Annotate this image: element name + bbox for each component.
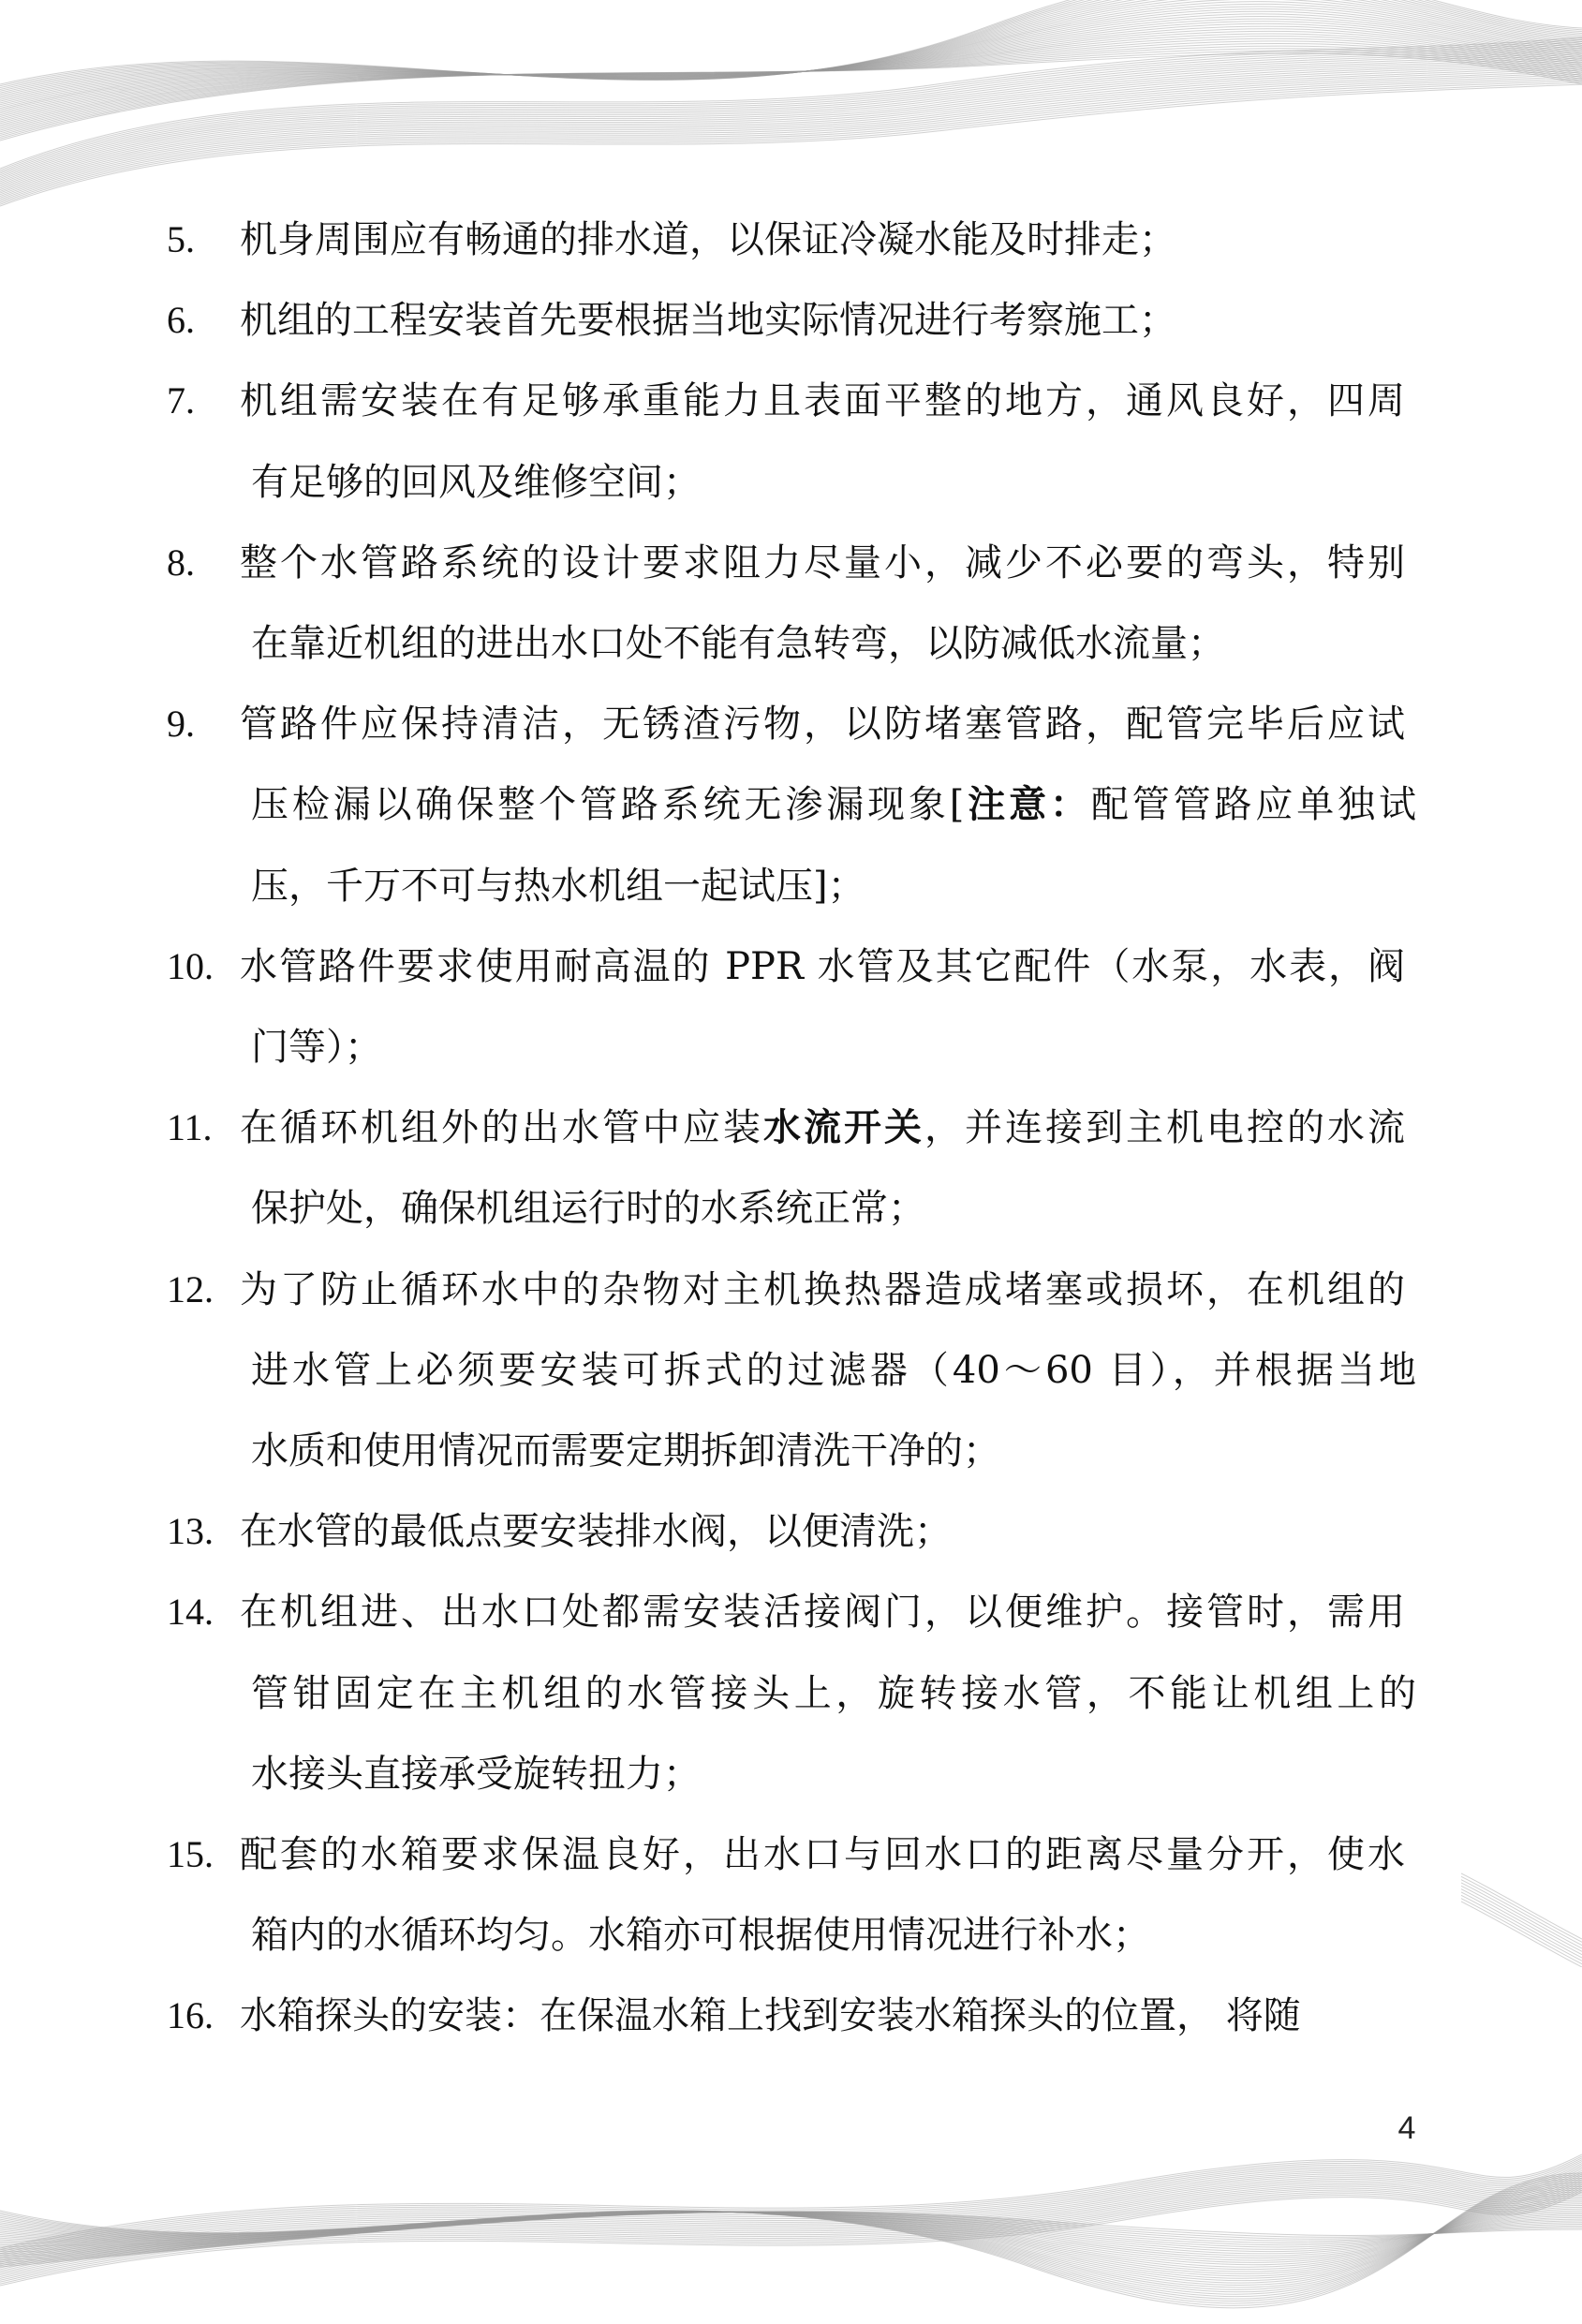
- text-segment: 机组的工程安装首先要根据当地实际情况进行考察施工；: [240, 299, 1176, 343]
- list-item: [0, 939, 1582, 995]
- wave-line: [0, 2212, 1582, 2253]
- text-segment: 在机组进、出水口处都需安装活接阀门，以便维护。接管时，需用: [240, 1591, 1405, 1635]
- list-item-text: [240, 535, 1405, 591]
- wave-line: [0, 2211, 1582, 2258]
- wave-line: [0, 2174, 1582, 2268]
- list-item: [0, 292, 1582, 348]
- list-item-text: [251, 1019, 1416, 1075]
- list-item-continuation: [0, 1019, 1582, 1075]
- wave-line: [0, 2194, 1582, 2281]
- list-item-text: [251, 454, 1416, 511]
- text-segment: 机身周围应有畅通的排水道，以保证冷凝水能及时排走；: [240, 218, 1176, 261]
- wave-line: [0, 2206, 1582, 2265]
- wave-line: [0, 2177, 1582, 2303]
- wave-line: [0, 2212, 1582, 2257]
- wave-line: [0, 2187, 1582, 2290]
- wave-line: [0, 2190, 1582, 2285]
- list-item-number: 16.: [167, 1994, 214, 2037]
- list-item-continuation: [0, 1180, 1582, 1236]
- wave-line: [0, 2172, 1582, 2266]
- text-segment: 水箱探头的安装：在保温水箱上找到安装水箱探头的位置， 将随: [240, 1994, 1301, 2038]
- list-item-number: 9.: [167, 703, 195, 746]
- list-item: [0, 696, 1582, 752]
- emphasis-text: 水流开关: [763, 1105, 924, 1150]
- list-item: [0, 212, 1582, 268]
- list-item-number: 10.: [167, 944, 214, 987]
- list-item-continuation: [0, 1665, 1582, 1722]
- wave-line: [0, 2178, 1582, 2272]
- wave-line: [0, 2183, 1582, 2276]
- wave-line: [0, 2192, 1582, 2283]
- wave-line: [0, 2162, 1582, 2256]
- text-segment: 为了防止循环水中的杂物对主机换热器造成堵塞或损坏，在机组的: [240, 1267, 1405, 1311]
- wave-line: [0, 2185, 1582, 2292]
- list-item-number: 8.: [167, 540, 195, 584]
- list-item-text: [240, 696, 1405, 752]
- list-item: [0, 1988, 1582, 2044]
- text-segment: 在靠近机组的进出水口处不能有急转弯，以防减低水流量；: [251, 622, 1225, 665]
- list-item-continuation: [0, 1342, 1582, 1399]
- wave-line: [0, 2184, 1582, 2278]
- list-item-text: [240, 1503, 1405, 1560]
- wave-line: [0, 2188, 1582, 2282]
- text-segment: ，并连接到主机电控的水流: [924, 1106, 1405, 1150]
- bottom-wave-decoration: [0, 2098, 1582, 2324]
- list-item-number: 6.: [167, 299, 195, 342]
- wave-line: [0, 2212, 1582, 2255]
- wave-line: [0, 2160, 1582, 2254]
- text-segment: 配套的水箱要求保温良好，出水口与回水口的距离尽量分开，使水: [240, 1833, 1405, 1876]
- list-item-text: [251, 1342, 1416, 1399]
- list-item-text: [251, 777, 1416, 833]
- text-segment: 水管路件要求使用耐高温的 PPR 水管及其它配件（水泵，水表，阀: [240, 944, 1405, 988]
- wave-line: [0, 2207, 1582, 2262]
- wave-line: [0, 2212, 1582, 2263]
- list-item-continuation: [0, 858, 1582, 914]
- page-number: 4: [1397, 2110, 1416, 2146]
- wave-line: [0, 2156, 1582, 2250]
- text-segment: 保护处，确保机组运行时的水系统正常；: [251, 1187, 925, 1231]
- list-item-number: 13.: [167, 1510, 214, 1553]
- wave-line: [0, 2158, 1582, 2252]
- text-segment: 水接头直接承受旋转扭力；: [251, 1752, 701, 1796]
- list-item-continuation: [0, 1746, 1582, 1802]
- wave-line: [0, 2190, 1582, 2284]
- emphasis-text: 注意：: [964, 782, 1091, 827]
- text-segment: 在循环机组外的出水管中应装: [240, 1106, 763, 1150]
- wave-line: [0, 2197, 1582, 2275]
- list-item-text: [240, 1100, 1405, 1156]
- wave-line: [0, 2180, 1582, 2273]
- list-item-number: 5.: [167, 218, 195, 260]
- list-item-text: [251, 1423, 1416, 1479]
- list-item: [0, 1100, 1582, 1156]
- wave-line: [0, 2154, 1582, 2248]
- wave-line: [0, 2165, 1582, 2258]
- wave-line: [0, 2212, 1582, 2267]
- wave-line: [0, 2183, 1582, 2294]
- list-item-number: 12.: [167, 1267, 214, 1310]
- text-segment: 在水管的最低点要安装排水阀，以便清洗；: [240, 1510, 952, 1554]
- wave-line: [0, 2212, 1582, 2265]
- text-segment: 进水管上必须要安装可拆式的过滤器（40～60 目），并根据当地: [251, 1348, 1416, 1392]
- list-item-text: [251, 1665, 1416, 1722]
- wave-line: [0, 2212, 1582, 2261]
- list-item: [0, 535, 1582, 591]
- list-item-number: 7.: [167, 379, 195, 422]
- wave-line: [0, 2175, 1582, 2306]
- list-item-text: [251, 1180, 1416, 1236]
- list-item-text: [240, 939, 1405, 995]
- wave-line: [0, 2196, 1582, 2279]
- list-item: [0, 1827, 1582, 1883]
- list-item-text: [251, 858, 1416, 914]
- text-segment: 管钳固定在主机组的水管接头上，旋转接水管，不能让机组上的: [251, 1671, 1416, 1715]
- text-segment: 有足够的回风及维修空间；: [251, 460, 701, 504]
- list-item-number: 15.: [167, 1833, 214, 1875]
- list-item-number: 11.: [167, 1106, 213, 1149]
- list-item: [0, 1262, 1582, 1318]
- list-item-text: [240, 1584, 1405, 1640]
- text-segment: 机组需安装在有足够承重能力且表面平整的地方，通风良好，四周: [240, 379, 1405, 423]
- list-item-text: [240, 1988, 1405, 2044]
- text-segment: 压，千万不可与热水机组一起试压]；: [251, 864, 865, 908]
- list-item-continuation: [0, 1907, 1582, 1963]
- text-segment: 门等）；: [251, 1026, 382, 1069]
- list-item-text: [251, 1746, 1416, 1802]
- text-segment: 压检漏以确保整个管路系统无渗漏现象[: [251, 783, 965, 827]
- list-item: [0, 1584, 1582, 1640]
- list-item-number: 14.: [167, 1591, 214, 1634]
- wave-line: [0, 2212, 1582, 2258]
- list-item-continuation: [0, 1423, 1582, 1479]
- list-item-text: [240, 1827, 1405, 1883]
- wave-line: [0, 2182, 1582, 2275]
- wave-line: [0, 2186, 1582, 2280]
- list-item: [0, 1503, 1582, 1560]
- wave-line: [0, 2209, 1582, 2260]
- wave-line: [0, 2204, 1582, 2268]
- list-item: [0, 373, 1582, 429]
- text-segment: 配管管路应单独试: [1090, 783, 1417, 827]
- wave-line: [0, 2182, 1582, 2297]
- wave-line: [0, 2180, 1582, 2299]
- text-segment: 管路件应保持清洁，无锈渣污物，以防堵塞管路，配管完毕后应试: [240, 703, 1405, 747]
- wave-line: [0, 2170, 1582, 2264]
- wave-line: [0, 2164, 1582, 2257]
- list-item-text: [240, 212, 1405, 268]
- wave-line: [0, 2188, 1582, 2287]
- list-item-text: [251, 1907, 1416, 1963]
- text-segment: 整个水管路系统的设计要求阻力尽量小，减少不必要的弯头，特别: [240, 540, 1405, 585]
- list-item-continuation: [0, 777, 1582, 833]
- list-item-continuation: [0, 615, 1582, 672]
- list-item-text: [251, 615, 1416, 672]
- wave-line: [0, 2198, 1582, 2273]
- list-item-continuation: [0, 454, 1582, 511]
- wave-line: [0, 2212, 1582, 2254]
- wave-line: [0, 2212, 1582, 2256]
- wave-line: [0, 2200, 1582, 2272]
- wave-line: [0, 2167, 1582, 2260]
- text-segment: 箱内的水循环均匀。水箱亦可根据使用情况进行补水；: [251, 1914, 1150, 1958]
- list-item-text: [240, 292, 1405, 348]
- list-item-text: [240, 1262, 1405, 1318]
- wave-line: [0, 2178, 1582, 2301]
- list-item-text: [240, 373, 1405, 429]
- wave-line: [0, 2173, 1582, 2308]
- wave-line: [0, 2176, 1582, 2270]
- wave-line: [0, 2169, 1582, 2262]
- wave-line: [0, 2192, 1582, 2286]
- wave-line: [0, 2202, 1582, 2270]
- text-segment: 水质和使用情况而需要定期拆卸清洗干净的；: [251, 1429, 1000, 1473]
- wave-line: [0, 2212, 1582, 2260]
